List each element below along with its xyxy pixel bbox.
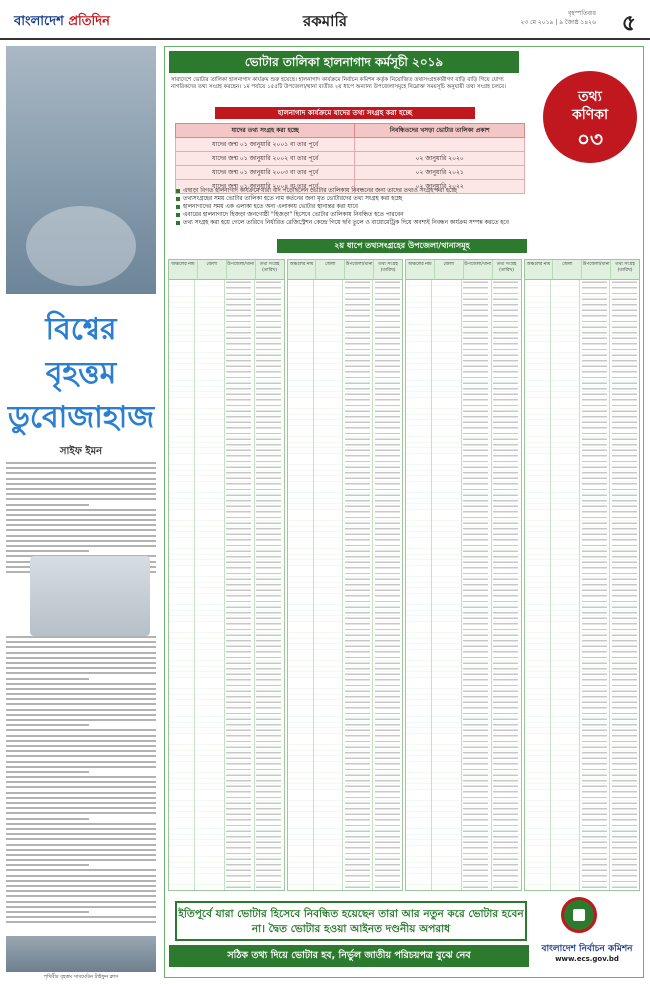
text-line (6, 646, 156, 648)
text-line (6, 683, 156, 685)
text-line (6, 488, 156, 490)
text-line (6, 709, 156, 711)
schedule-header: যাদের তথ্য সংগ্রহ করা হচ্ছে (176, 124, 355, 138)
ad-title: ভোটার তালিকা হালনাগাদ কর্মসূচী ২০১৯ (169, 51, 519, 73)
badge-number: ০৩ (576, 127, 603, 151)
grid-column (524, 259, 641, 891)
text-line (6, 849, 156, 851)
text-line (6, 833, 156, 835)
table-cell: যাদের জন্ম ০১ জানুয়ারি ২০০৪ বা তার পূর্বে (176, 180, 355, 194)
submarine-illustration (30, 556, 150, 636)
footer-warning: ইতিপূর্বে যারা ভোটার হিসেবে নিবন্ধিত হয়েছেন তারা আর নতুন করে ভোটার হবেন না। দ্বৈত ভোটার হওয়া আইনত দণ্ডনীয় অপরাধ (175, 901, 527, 941)
text-line (6, 906, 156, 908)
newspaper-logo: বাংলাদেশ প্রতিদিন (14, 14, 110, 29)
text-line (6, 761, 156, 763)
table-row (176, 138, 525, 152)
text-line (6, 776, 156, 778)
table-row (176, 152, 525, 166)
text-line (6, 880, 156, 882)
text-line (6, 483, 156, 485)
text-line (6, 529, 156, 531)
date-full: ২৩ মে ২০১৯ | ৯ জ্যৈষ্ঠ ১৪২৬ (520, 19, 596, 26)
grid-header: অঞ্চলের নাম জেলা উপজেলা/থানা তথ্য সংগ্রহ (তারিখ) (406, 260, 521, 280)
submarine-article (6, 46, 156, 978)
text-line (6, 724, 89, 726)
text-line (6, 714, 156, 716)
text-line (6, 911, 89, 913)
text-line (6, 859, 156, 861)
photo-caption: পৃথিবীর বৃহত্তম সাবমেরিন টাইফুন ক্লাস (43, 974, 119, 980)
schedule-heading: হালনাগাদ কার্যক্রমে যাদের তথ্য সংগ্রহ করা হচ্ছে (215, 107, 475, 119)
election-commission-ad (164, 46, 644, 978)
text-line (6, 901, 156, 903)
text-line (6, 462, 156, 464)
table-cell: ০২ জানুয়ারি ২০২২ (355, 180, 525, 194)
grid-header: অঞ্চলের নাম জেলা উপজেলা/থানা তথ্য সংগ্রহ (তারিখ) (525, 260, 640, 280)
text-line (6, 766, 156, 768)
text-line (6, 807, 156, 809)
table-cell: যাদের জন্ম ০১ জানুয়ারি ২০০২ বা তার পূর্বে (176, 152, 355, 166)
list-item: হালনাগাদের সময় এক এলাকা হতে অন্য এলাকায় ভোটার স্থানান্তর করা যাবে (175, 203, 635, 211)
text-line (6, 869, 156, 871)
grid-column (287, 259, 404, 891)
page-number: ৫ (621, 11, 636, 36)
text-line (6, 854, 156, 856)
text-line (6, 657, 156, 659)
text-line (6, 467, 156, 469)
text-line (6, 472, 156, 474)
article-byline: সাইফ ইমন (59, 446, 103, 457)
text-line (6, 524, 156, 526)
date-block (520, 9, 596, 27)
text-line (6, 672, 156, 674)
text-line (6, 838, 156, 840)
text-line (6, 750, 156, 752)
text-line (6, 735, 156, 737)
text-line (6, 678, 89, 680)
table-row (176, 166, 525, 180)
text-line (6, 509, 156, 511)
badge-line-2: কণিকা (571, 107, 609, 123)
text-line (6, 916, 156, 918)
badge-line-1: তথ্য (578, 89, 602, 105)
text-line (6, 550, 89, 552)
election-commission-logo-icon (561, 897, 597, 933)
text-line (6, 745, 156, 747)
footer-slogan: সঠিক তথ্য দিয়ে ভোটার হব, নির্ভুল জাতীয় পরিচয়পত্র বুঝে নেব (169, 945, 529, 967)
text-line (6, 781, 156, 783)
text-line (6, 662, 156, 664)
text-line (6, 864, 89, 866)
text-line (6, 740, 156, 742)
text-line (6, 890, 156, 892)
commission-name: বাংলাদেশ নির্বাচন কমিশন (541, 944, 633, 954)
text-line (6, 667, 156, 669)
page-header (0, 0, 650, 40)
upazila-schedule-grid (168, 259, 640, 891)
list-item: তথ্য সংগ্রহ করা হয়ে গেলে তারিখে নির্ধারিত রেজিস্ট্রেশন কেন্দ্রে গিয়ে ছবি তুলে ও বায়োমেট্রিক দিয়ে অবশ্যই নিবন্ধন কার্যক্রম সম্পন্ন করতে হবে (175, 219, 635, 227)
text-line (6, 812, 156, 814)
text-line (6, 493, 156, 495)
table-cell: যাদের জন্ম ০১ জানুয়ারি ২০০১ বা তার পূর্বে (176, 138, 355, 152)
date-weekday: বৃহস্পতিবার (568, 10, 596, 17)
article-body-bottom (6, 636, 156, 936)
text-line (6, 504, 89, 506)
text-line (6, 921, 156, 923)
list-item: তথ্যসংগ্রহের সময় ভোটার তালিকা হতে নাম কর্তনের জন্য মৃত ভোটারদের তথ্য সংগ্রহ করা হচ্ছে (175, 195, 635, 203)
grid-header: অঞ্চলের নাম জেলা উপজেলা/থানা তথ্য সংগ্রহ (তারিখ) (169, 260, 284, 280)
text-line (6, 885, 156, 887)
text-line (6, 693, 156, 695)
text-line (6, 828, 156, 830)
text-line (6, 535, 156, 537)
text-line (6, 478, 156, 480)
ad-intro: সারাদেশে ভোটার তালিকা হালনাগাদ কার্যক্রম শুরু হয়েছে। হালনাগাদ কার্যক্রমে নির্বাচন কমিশন কর্তৃক নিয়োজিত তথ্যসংগ্রহকারীগণ বাড়ি বাড়ি গিয়ে যোগ্য নাগরিকদের তথ্য সংগ্রহ করছেন। ১ম পর্যায়ে ১৫৫টি উপজেলা/থানা ব্যতীত ২য় ধাপে অন্যান্য উপজেলাসমূহে নিম্নোক্ত সময়সূচি অনুযায়ী তথ্য সংগ্রহ চলবে। (171, 77, 507, 90)
grid-column (168, 259, 285, 891)
schedule-table (175, 123, 525, 194)
text-line (6, 792, 156, 794)
list-item: এছাড়া বিগত হালনাগাদ কার্যক্রমে যারা বাদ পড়েছিলেন ভোটার তালিকায় নিবন্ধনের জন্য তাদের তথ্যও সংগ্রহ করা হচ্ছে (175, 187, 635, 195)
submarine-photo (6, 46, 156, 294)
text-line (6, 719, 156, 721)
text-line (6, 698, 156, 700)
commission-url[interactable]: www.ecs.gov.bd (555, 955, 619, 963)
grid-column (405, 259, 522, 891)
table-cell: যাদের জন্ম ০১ জানুয়ারি ২০০৩ বা তার পূর্বে (176, 166, 355, 180)
text-line (6, 895, 156, 897)
text-line (6, 498, 156, 500)
text-line (6, 755, 156, 757)
info-badge (543, 71, 637, 163)
text-line (6, 688, 156, 690)
list-item: এবারের হালনাগাদে হিজড়া জনগোষ্ঠী "হিজড়া" হিসেবে ভোটার তালিকায় নিবন্ধিত হতে পারবেন (175, 211, 635, 219)
info-bullets (175, 187, 635, 227)
table-cell (355, 138, 525, 152)
text-line (6, 823, 156, 825)
text-line (6, 786, 156, 788)
table-cell: ০২ জানুয়ারি ২০২১ (355, 166, 525, 180)
text-line (6, 844, 156, 846)
text-line (6, 545, 156, 547)
table-cell: ০২ জানুয়ারি ২০২০ (355, 152, 525, 166)
text-line (6, 797, 156, 799)
text-line (6, 703, 156, 705)
phase-heading: ২য় ধাপে তথ্যসংগ্রহের উপজেলা/থানাসমূহ (277, 239, 527, 253)
section-title: রকমারি (303, 12, 347, 30)
text-line (6, 875, 156, 877)
text-line (6, 540, 156, 542)
schedule-header: নিবন্ধিতদের খসড়া ভোটার তালিকা প্রকাশ (355, 124, 525, 138)
text-line (6, 652, 156, 654)
text-line (6, 636, 156, 638)
grid-header: অঞ্চলের নাম জেলা উপজেলা/থানা তথ্য সংগ্রহ (তারিখ) (288, 260, 403, 280)
text-line (6, 802, 156, 804)
article-headline: বিশ্বের বৃহত্তম ডুবোজাহাজ (7, 312, 155, 435)
text-line (6, 514, 156, 516)
ad-footer (165, 893, 643, 977)
text-line (6, 641, 156, 643)
text-line (6, 519, 156, 521)
text-line (6, 818, 89, 820)
text-line (6, 771, 89, 773)
text-line (6, 729, 156, 731)
submarine-dock-photo (6, 936, 156, 972)
